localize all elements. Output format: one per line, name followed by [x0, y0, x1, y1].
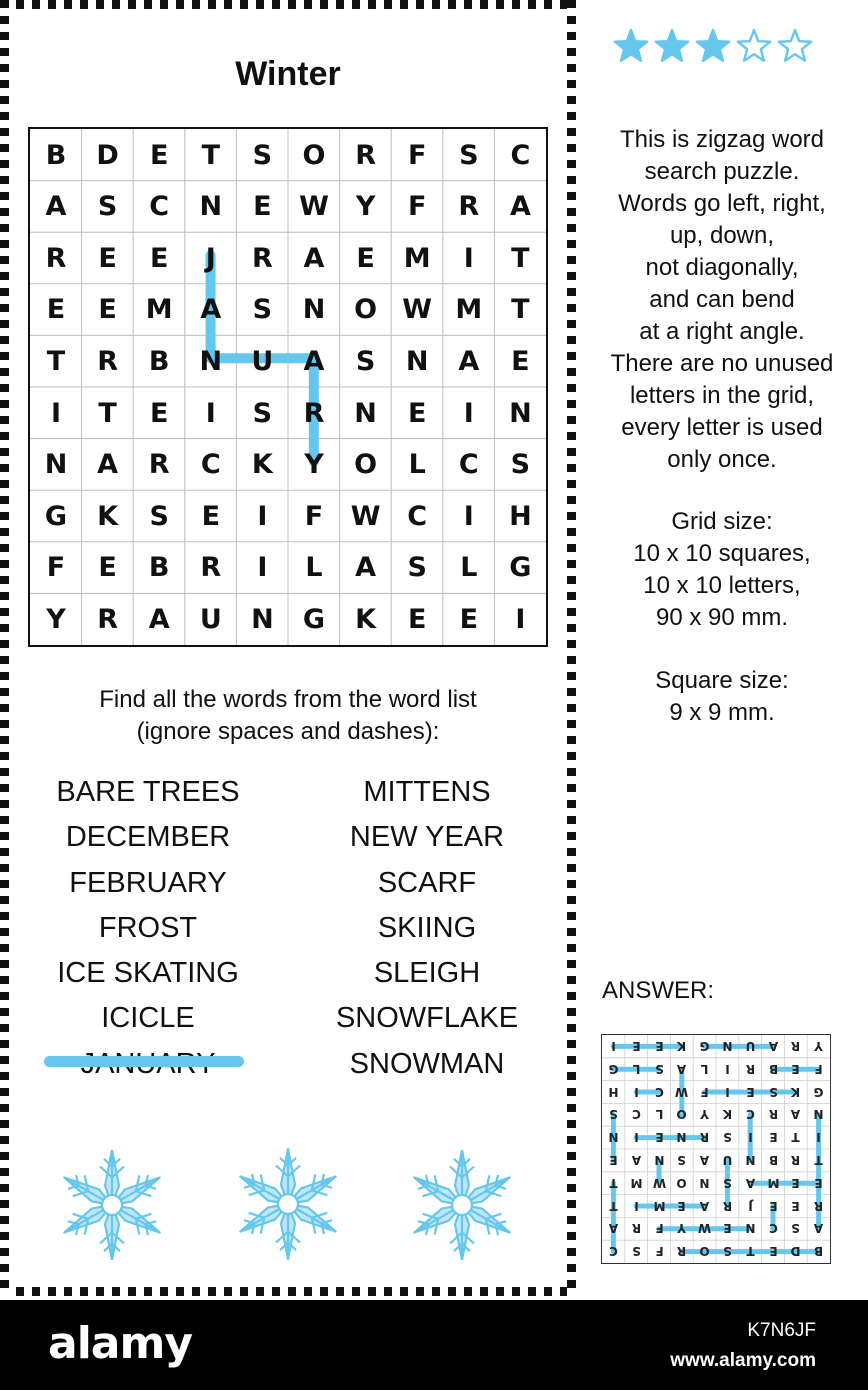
stock-watermark-footer — [0, 1300, 868, 1390]
grid-cell[interactable]: J — [205, 242, 216, 274]
word-list-right — [287, 770, 567, 1087]
grid-cell[interactable]: A — [303, 345, 325, 377]
answer-grid-cell: M — [767, 1176, 780, 1191]
grid-cell[interactable]: W — [402, 294, 433, 326]
grid-cell[interactable]: Y — [355, 191, 376, 223]
grid-cell[interactable]: A — [458, 345, 480, 377]
answer-grid-cell: I — [634, 1199, 639, 1214]
answer-grid-cell: R — [768, 1107, 778, 1122]
answer-grid-cell: A — [814, 1221, 824, 1236]
answer-grid-cell: R — [631, 1221, 641, 1236]
answer-grid-cell: R — [791, 1153, 801, 1168]
answer-grid-cell: G — [699, 1039, 710, 1054]
answer-grid-cell: N — [745, 1153, 756, 1168]
stock-url: www.alamy.com — [670, 1350, 816, 1371]
word-list-item[interactable]: ICICLE — [101, 1002, 195, 1035]
word-list-item[interactable]: SNOWMAN — [349, 1047, 505, 1080]
grid-cell[interactable]: E — [149, 397, 169, 429]
answer-grid-cell: F — [655, 1221, 664, 1236]
grid-cell[interactable]: S — [510, 449, 531, 481]
image-code: K7N6JF — [747, 1320, 816, 1341]
answer-grid-cell: S — [631, 1244, 641, 1259]
word-list-left — [8, 770, 288, 1087]
answer-grid-cell: S — [723, 1244, 732, 1259]
grid-cell[interactable]: M — [145, 294, 173, 326]
answer-grid-cell: D — [790, 1244, 801, 1259]
grid-cell[interactable]: L — [305, 552, 323, 584]
answer-grid-cell: O — [699, 1244, 710, 1259]
grid-cell[interactable]: I — [463, 500, 474, 532]
grid-cell[interactable]: F — [407, 139, 427, 171]
answer-grid-cell: G — [813, 1085, 824, 1100]
answer-grid-cell: W — [652, 1176, 666, 1191]
answer-grid-cell: N — [676, 1130, 687, 1145]
grid-cell[interactable]: K — [355, 603, 377, 635]
answer-grid-cell: T — [791, 1130, 800, 1145]
answer-grid-cell: C — [631, 1107, 641, 1122]
grid-cell[interactable]: A — [200, 294, 222, 326]
grid-cell[interactable]: S — [252, 294, 273, 326]
grid-size-info: Grid size: 10 x 10 squares, 10 x 10 letters, 90 x 90 mm. — [633, 508, 811, 631]
answer-grid-cell: E — [723, 1221, 732, 1236]
grid-cell[interactable]: S — [252, 397, 273, 429]
answer-grid-cell: O — [676, 1176, 687, 1191]
answer-grid-cell: A — [768, 1039, 778, 1054]
word-list-item[interactable]: FROST — [98, 911, 198, 944]
grid-cell[interactable]: T — [98, 397, 117, 429]
snowflake-icon — [52, 1150, 172, 1260]
grid-cell[interactable]: R — [303, 397, 325, 429]
grid-cell[interactable]: N — [44, 449, 68, 481]
answer-grid-cell: R — [745, 1062, 755, 1077]
grid-cell[interactable]: S — [459, 139, 479, 171]
answer-grid-cell: E — [791, 1199, 800, 1214]
answer-grid-cell: R — [700, 1130, 710, 1145]
answer-grid-cell: H — [608, 1085, 619, 1100]
star-empty-icon — [735, 28, 773, 66]
answer-grid-cell: L — [632, 1062, 641, 1077]
grid-cell[interactable]: C — [407, 500, 428, 532]
answer-grid-cell: N — [722, 1039, 733, 1054]
star-filled-icon — [653, 28, 691, 66]
grid-cell[interactable]: K — [251, 449, 273, 481]
answer-grid-cell: B — [768, 1062, 778, 1077]
found-word-strike-bar — [44, 1056, 244, 1067]
frame-left — [0, 0, 9, 1296]
difficulty-rating — [612, 28, 814, 66]
instructions-line-1: Find all the words from the word list — [99, 686, 477, 713]
grid-cell[interactable]: E — [46, 294, 66, 326]
answer-grid-cell: N — [699, 1176, 710, 1191]
answer-grid-cell: C — [768, 1221, 778, 1236]
answer-grid-cell: F — [700, 1085, 709, 1100]
grid-cell[interactable]: E — [149, 139, 169, 171]
answer-grid-cell: R — [814, 1199, 824, 1214]
grid-cell[interactable]: I — [257, 500, 268, 532]
grid-cell[interactable]: I — [463, 397, 474, 429]
answer-grid-cell: A — [700, 1153, 710, 1168]
grid-cell[interactable]: C — [200, 449, 221, 481]
word-list-item[interactable]: BARE TREES — [56, 776, 240, 808]
grid-cell[interactable]: T — [511, 242, 530, 274]
grid-cell[interactable]: R — [45, 242, 67, 274]
grid-cell[interactable]: A — [148, 603, 170, 635]
grid-cell[interactable]: E — [511, 345, 530, 377]
answer-grid-cell: T — [746, 1244, 755, 1259]
answer-grid — [601, 1034, 831, 1264]
grid-cell[interactable]: K — [97, 500, 119, 532]
answer-grid-cell: A — [745, 1176, 755, 1191]
answer-grid-cell: R — [677, 1244, 687, 1259]
answer-grid-cell: K — [722, 1107, 733, 1122]
answer-grid-cell: L — [700, 1062, 709, 1077]
word-list-item[interactable]: SLEIGH — [373, 957, 481, 990]
answer-grid-cell: I — [725, 1085, 730, 1100]
instructions-line-2: (ignore spaces and dashes): — [136, 718, 440, 745]
word-list-item[interactable]: FEBRUARY — [69, 866, 227, 899]
grid-cell[interactable]: S — [97, 191, 118, 223]
answer-grid-cell: I — [816, 1130, 821, 1145]
answer-grid-cell: S — [768, 1085, 778, 1100]
answer-grid-cell: M — [653, 1199, 666, 1214]
word-list-item[interactable]: NEW YEAR — [349, 821, 505, 854]
grid-cell[interactable]: R — [148, 449, 170, 481]
grid-cell[interactable]: E — [98, 242, 117, 274]
answer-grid-cell: E — [746, 1085, 755, 1100]
word-list-item[interactable]: DECEMBER — [65, 821, 231, 854]
frame-bottom — [0, 1287, 576, 1296]
grid-cell[interactable]: E — [253, 191, 272, 223]
answer-grid-cell: F — [655, 1244, 664, 1259]
star-empty-icon — [776, 28, 814, 66]
grid-cell[interactable]: C — [510, 139, 531, 171]
grid-cell[interactable]: A — [355, 552, 377, 584]
grid-cell[interactable]: N — [251, 603, 274, 635]
grid-cell[interactable]: A — [509, 191, 531, 223]
answer-grid-cell: E — [791, 1062, 800, 1077]
answer-grid-cell: U — [745, 1039, 756, 1054]
grid-cell[interactable]: E — [407, 397, 427, 429]
word-search-grid[interactable] — [28, 127, 548, 647]
answer-grid-cell: S — [723, 1130, 732, 1145]
answer-grid-cell: N — [654, 1153, 665, 1168]
grid-cell[interactable]: O — [302, 139, 326, 171]
answer-grid-cell: U — [722, 1153, 733, 1168]
grid-cell[interactable]: S — [407, 552, 427, 584]
grid-cell[interactable]: W — [350, 500, 381, 532]
grid-cell[interactable]: N — [302, 294, 326, 326]
grid-cell[interactable]: R — [200, 552, 222, 584]
answer-grid-cell: G — [608, 1062, 619, 1077]
answer-grid-cell: S — [677, 1153, 687, 1168]
answer-grid-cell: W — [675, 1085, 689, 1100]
answer-grid-cell: B — [768, 1153, 778, 1168]
grid-cell[interactable]: U — [199, 603, 222, 635]
grid-cell[interactable]: T — [46, 345, 66, 377]
snowflake-icon — [402, 1150, 522, 1260]
grid-cell[interactable]: S — [252, 139, 273, 171]
grid-cell[interactable]: N — [199, 191, 223, 223]
word-list-item[interactable]: SKIING — [377, 911, 477, 944]
answer-grid-cell: Y — [677, 1221, 687, 1236]
frame-right — [567, 0, 576, 1296]
answer-grid-cell: T — [609, 1176, 618, 1191]
grid-cell[interactable]: D — [96, 139, 119, 171]
puzzle-title: Winter — [235, 55, 341, 93]
grid-cell[interactable]: I — [205, 397, 216, 429]
answer-grid-cell: Y — [700, 1107, 710, 1122]
grid-cell[interactable]: A — [45, 191, 67, 223]
word-list-item[interactable]: SNOWFLAKE — [335, 1002, 519, 1035]
answer-grid-cell: C — [745, 1107, 755, 1122]
answer-grid-cell: S — [654, 1062, 664, 1077]
answer-grid-cell: K — [677, 1039, 687, 1054]
grid-cell[interactable]: R — [251, 242, 273, 274]
answer-grid-cell: E — [769, 1199, 778, 1214]
answer-grid-cell: I — [725, 1062, 730, 1077]
answer-grid-cell: S — [723, 1176, 732, 1191]
answer-label: ANSWER: — [602, 977, 715, 1004]
grid-cell[interactable]: N — [509, 397, 532, 429]
grid-cell[interactable]: Y — [304, 449, 324, 481]
answer-grid-cell: S — [609, 1107, 618, 1122]
answer-grid-cell: I — [611, 1039, 616, 1054]
grid-cell[interactable]: I — [515, 603, 526, 635]
answer-grid-cell: R — [722, 1199, 733, 1214]
grid-cell[interactable]: B — [45, 139, 67, 171]
grid-cell[interactable]: I — [257, 552, 268, 584]
grid-cell[interactable]: L — [408, 449, 426, 481]
answer-grid-cell: E — [655, 1130, 664, 1145]
answer-grid-cell: K — [791, 1085, 801, 1100]
answer-grid-cell: I — [748, 1130, 753, 1145]
grid-cell[interactable]: Y — [46, 603, 66, 635]
answer-grid-cell: S — [791, 1221, 801, 1236]
alamy-logo: alamy — [48, 1318, 192, 1369]
puzzle-description: This is zigzag word search puzzle. Words go left, right, up, down, not diagonally, and can bend at a right angle. There are no unused letters in the grid, every letter is used only once. — [610, 126, 834, 473]
grid-cell[interactable]: B — [148, 552, 170, 584]
grid-cell[interactable]: O — [354, 449, 378, 481]
answer-grid-cell: A — [791, 1107, 801, 1122]
grid-cell[interactable]: F — [304, 500, 324, 532]
answer-grid-cell: F — [814, 1062, 823, 1077]
answer-grid-cell: C — [654, 1085, 664, 1100]
grid-cell[interactable]: N — [405, 345, 429, 377]
grid-cell[interactable]: T — [511, 294, 530, 326]
grid-cell[interactable]: R — [97, 345, 118, 377]
answer-grid-cell: E — [655, 1039, 664, 1054]
answer-grid-cell: T — [814, 1153, 823, 1168]
answer-grid-cell: L — [655, 1107, 663, 1122]
answer-grid-cell: C — [609, 1244, 618, 1259]
answer-grid-cell: E — [769, 1244, 778, 1259]
grid-cell[interactable]: A — [303, 242, 325, 274]
answer-grid-cell: W — [698, 1221, 712, 1236]
word-list-item[interactable]: ICE SKATING — [57, 957, 239, 990]
grid-cell[interactable]: E — [98, 294, 117, 326]
grid-cell[interactable]: G — [509, 552, 532, 584]
answer-grid-cell: R — [791, 1039, 801, 1054]
grid-cell[interactable]: T — [201, 139, 220, 171]
answer-grid-cell: E — [814, 1176, 823, 1191]
answer-grid-cell: A — [631, 1153, 641, 1168]
answer-grid-cell: E — [677, 1199, 686, 1214]
snowflake-icon — [228, 1138, 348, 1270]
grid-cell[interactable]: H — [509, 500, 532, 532]
grid-cell[interactable]: I — [50, 397, 62, 429]
word-list-item[interactable]: MITTENS — [363, 776, 491, 808]
frame-top — [0, 0, 576, 9]
answer-grid-cell: O — [676, 1107, 687, 1122]
grid-cell[interactable]: G — [44, 500, 68, 532]
answer-grid-cell: A — [677, 1062, 687, 1077]
grid-cell[interactable]: C — [149, 191, 170, 223]
grid-cell[interactable]: R — [97, 603, 118, 635]
answer-grid-cell: E — [791, 1176, 800, 1191]
grid-cell[interactable]: E — [149, 242, 169, 274]
grid-cell[interactable]: A — [97, 449, 119, 481]
square-size-info: Square size: 9 x 9 mm. — [655, 667, 789, 726]
answer-grid-cell: A — [700, 1199, 710, 1214]
answer-grid-cell: E — [769, 1130, 778, 1145]
grid-cell[interactable]: F — [407, 191, 427, 223]
grid-cell[interactable]: L — [460, 552, 478, 584]
answer-grid-cell: M — [630, 1176, 643, 1191]
grid-cell[interactable]: U — [251, 345, 274, 377]
grid-cell[interactable]: I — [463, 242, 474, 274]
grid-cell[interactable]: R — [458, 191, 480, 223]
grid-cell[interactable]: B — [148, 345, 170, 377]
answer-grid-cell: I — [634, 1085, 639, 1100]
answer-grid-cell: B — [814, 1244, 824, 1259]
grid-cell[interactable]: E — [201, 500, 221, 532]
grid-cell[interactable]: S — [149, 500, 169, 532]
grid-cell[interactable]: E — [407, 603, 427, 635]
answer-grid-cell: N — [745, 1221, 756, 1236]
word-list-item[interactable]: SCARF — [377, 866, 477, 899]
answer-grid-cell: N — [608, 1130, 619, 1145]
instructions — [0, 684, 576, 748]
answer-grid-cell: E — [609, 1153, 618, 1168]
grid-cell[interactable]: N — [199, 345, 223, 377]
answer-grid-cell: J — [748, 1199, 753, 1214]
answer-grid-cell: T — [609, 1199, 618, 1214]
grid-cell[interactable]: N — [354, 397, 377, 429]
answer-grid-cell: N — [813, 1107, 824, 1122]
grid-cell[interactable]: M — [455, 294, 483, 326]
star-filled-icon — [612, 28, 650, 66]
answer-grid-cell: Y — [814, 1039, 824, 1054]
grid-cell[interactable]: E — [356, 242, 375, 274]
grid-cell[interactable]: E — [98, 552, 117, 584]
grid-cell[interactable]: W — [299, 191, 329, 223]
grid-cell[interactable]: F — [46, 552, 66, 584]
answer-grid-cell: E — [632, 1039, 641, 1054]
answer-grid-cell: A — [608, 1221, 619, 1236]
grid-cell[interactable]: S — [355, 345, 376, 377]
answer-grid-cell: I — [634, 1130, 639, 1145]
grid-cell[interactable]: O — [354, 294, 378, 326]
grid-cell[interactable]: M — [403, 242, 431, 274]
grid-cell[interactable]: R — [355, 139, 376, 171]
star-filled-icon — [694, 28, 732, 66]
grid-cell[interactable]: E — [459, 603, 479, 635]
grid-cell[interactable]: C — [458, 449, 479, 481]
grid-cell[interactable]: G — [302, 603, 326, 635]
